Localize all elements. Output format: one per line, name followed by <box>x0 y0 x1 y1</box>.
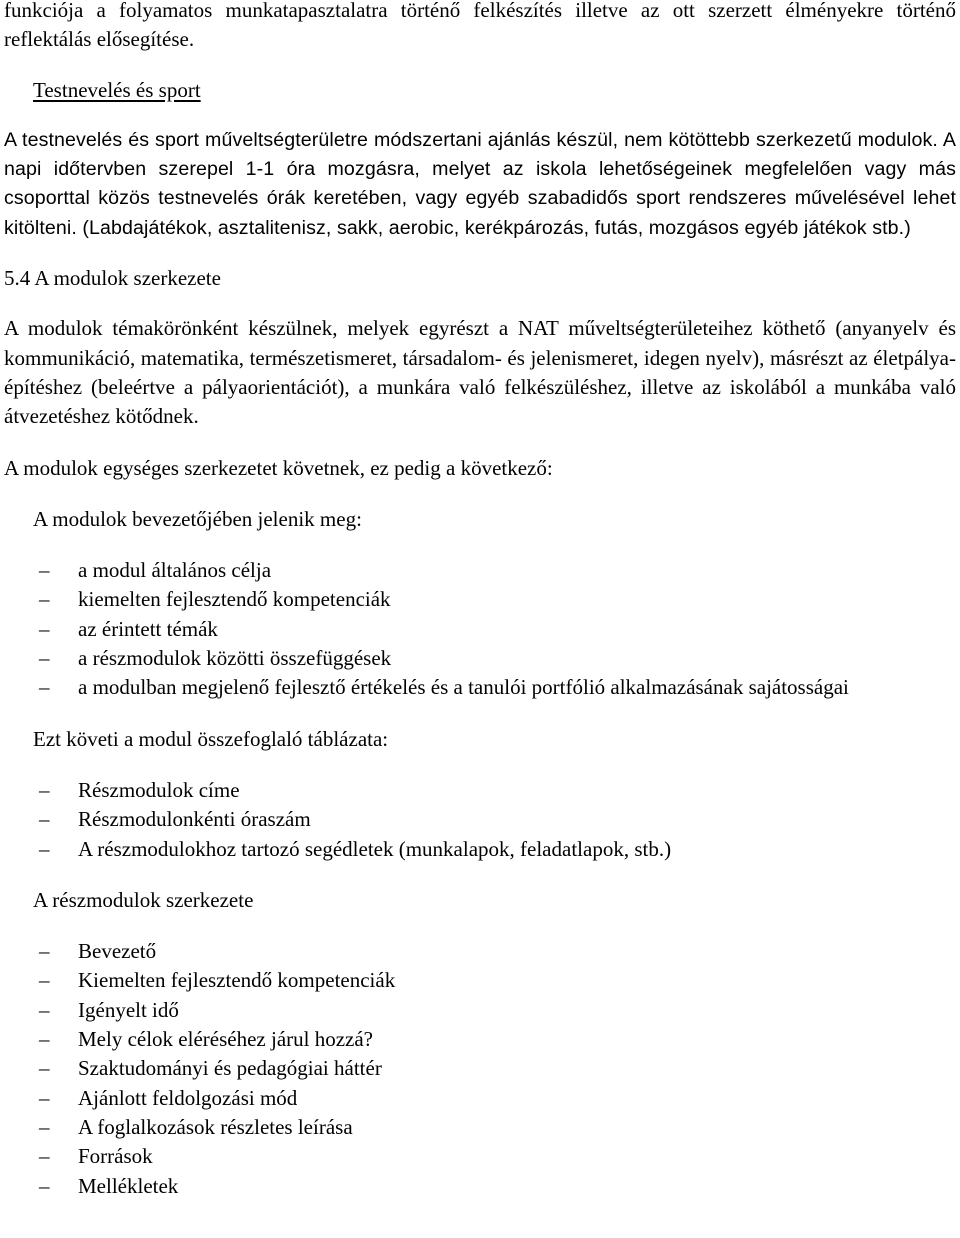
list-item: – Igényelt idő <box>4 996 956 1025</box>
list-item: – kiemelten fejlesztendő kompetenciák <box>4 585 956 614</box>
intro-paragraph: funkciója a folyamatos munkatapasztalatra történő felkészítés illetve az ott szerzett élményekre történő reflektálás elősegítése. <box>4 0 956 52</box>
structure-list-label: A részmodulok szerkezete <box>33 887 254 912</box>
summary-list <box>4 776 956 864</box>
document-page <box>4 0 956 1201</box>
summary-list-label: Ezt követi a modul összefoglaló táblázata: <box>33 726 389 751</box>
list-item: – Bevezető <box>4 937 956 966</box>
list-item: – Mellékletek <box>4 1172 956 1201</box>
pe-paragraph <box>4 126 956 243</box>
list-item: – Részmodulonkénti óraszám <box>4 805 956 834</box>
dash-bullet: – <box>39 1056 50 1081</box>
intro-list <box>4 556 956 702</box>
list-item: – Részmodulok címe <box>4 776 956 805</box>
dash-bullet: – <box>39 646 50 671</box>
dash-bullet: – <box>39 675 50 700</box>
dash-bullet: – <box>39 558 50 583</box>
dash-bullet: – <box>39 807 50 832</box>
dash-bullet: – <box>39 1114 50 1139</box>
pe-paragraph-serif-part: A testnevelés és sport műveltségterületre módszertani ajánlás készül, nem kötöttebb szerkezetű modulok. <box>4 128 938 151</box>
pe-heading: Testnevelés és sport <box>33 77 201 102</box>
list-item: – Szaktudományi és pedagógiai háttér <box>4 1054 956 1083</box>
list-item: – A részmodulokhoz tartozó segédletek (munkalapok, feladatlapok, stb.) <box>4 835 956 864</box>
dash-bullet: – <box>39 587 50 612</box>
list-item: – a modul általános célja <box>4 556 956 585</box>
dash-bullet: – <box>39 616 50 641</box>
dash-bullet: – <box>39 1085 50 1110</box>
dash-bullet: – <box>39 1027 50 1052</box>
list-item: – Források <box>4 1142 956 1171</box>
section-paragraph-1: A modulok témakörönként készülnek, melyek egyrészt a NAT műveltségterületeihez köthető (anyanyelv és kommunikáció, matematika, természetismeret, társadalom- és jelenismeret, idegen nyelv), másrészt az életpálya-építéshez (beleértve a pályaorientációt), a munkára való felkészüléshez, illetve az iskolából a munkába való átvezetéshez kötődnek. <box>4 316 956 429</box>
dash-bullet: – <box>39 968 50 993</box>
list-item: – Mely célok eléréséhez járul hozzá? <box>4 1025 956 1054</box>
list-item: – Ajánlott feldolgozási mód <box>4 1084 956 1113</box>
dash-bullet: – <box>39 836 50 861</box>
section-heading: 5.4 A modulok szerkezete <box>4 266 221 291</box>
list-item: – a modulban megjelenő fejlesztő értékelés és a tanulói portfólió alkalmazásának sajátosságai <box>4 673 956 702</box>
dash-bullet: – <box>39 939 50 964</box>
dash-bullet: – <box>39 777 50 802</box>
dash-bullet: – <box>39 997 50 1022</box>
list-item: – Kiemelten fejlesztendő kompetenciák <box>4 966 956 995</box>
list-item: – A foglalkozások részletes leírása <box>4 1113 956 1142</box>
dash-bullet: – <box>39 1173 50 1198</box>
structure-list <box>4 937 956 1201</box>
pe-paragraph-sans-part: A napi időtervben szerepel 1-1 óra mozgásra, melyet az iskola lehetőségeinek megfelelően vagy más csoporttal közös testnevelés órák keretében, vagy egyéb szabadidős sport rendszeres művelésével lehet kitölteni. (Labdajátékok, asztalitenisz, sakk, aerobic, kerékpározás, futás, mozgásos egyéb játékok stb.) <box>4 128 956 239</box>
list-item: – a részmodulok közötti összefüggések <box>4 644 956 673</box>
list-item: – az érintett témák <box>4 615 956 644</box>
intro-list-label: A modulok bevezetőjében jelenik meg: <box>33 506 362 531</box>
dash-bullet: – <box>39 1144 50 1169</box>
section-paragraph-2: A modulok egységes szerkezetet követnek, ez pedig a következő: <box>4 455 553 480</box>
